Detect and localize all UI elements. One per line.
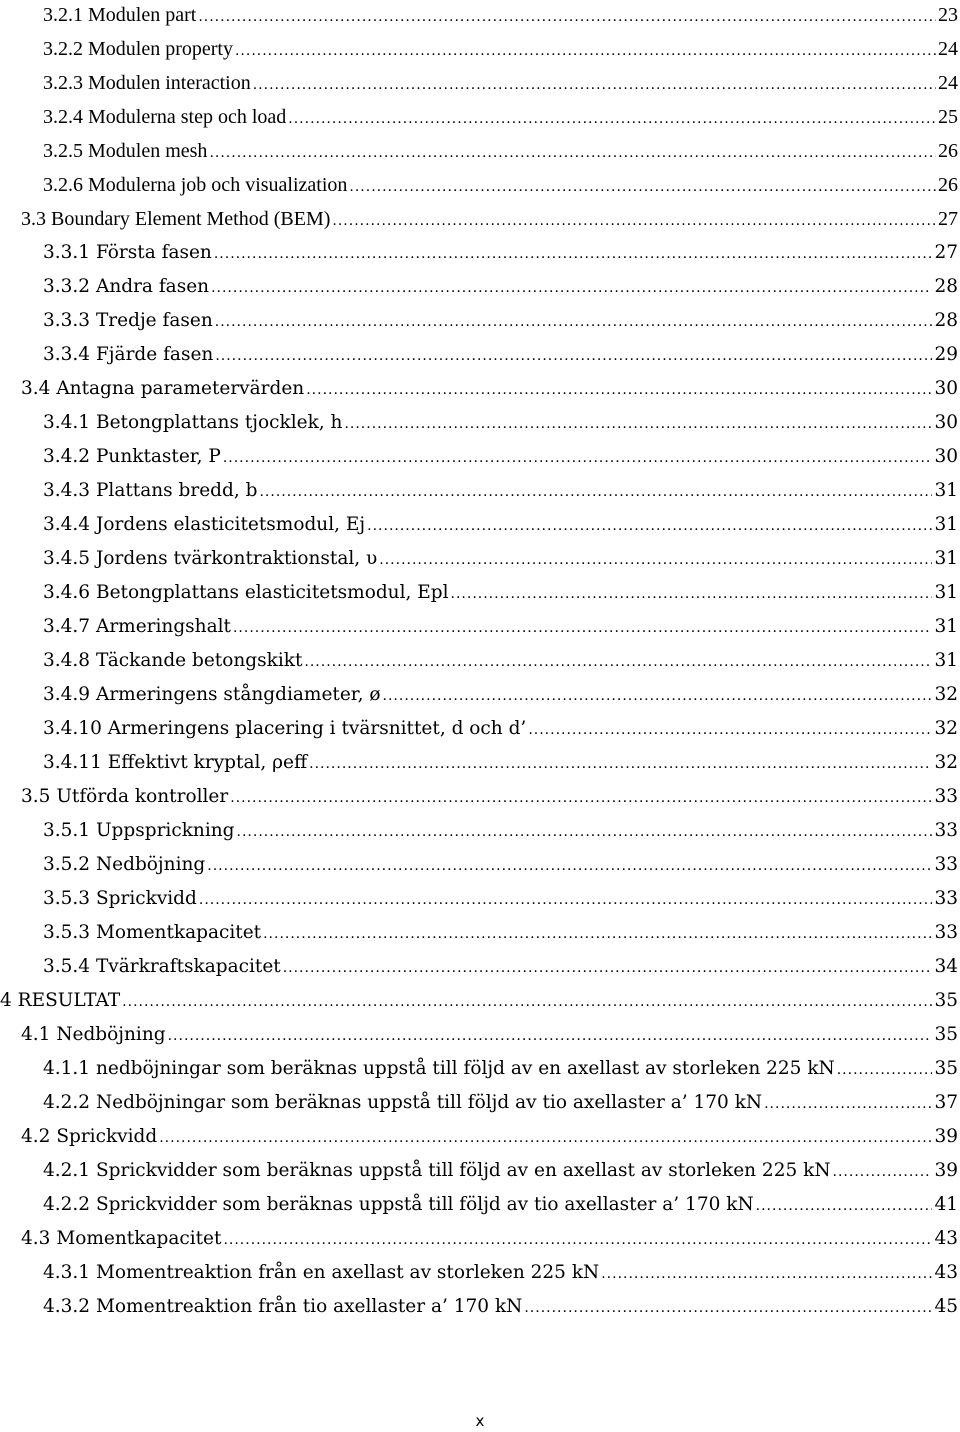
toc-number: 3.3.3 xyxy=(43,310,91,331)
toc-title: Armeringshalt xyxy=(95,616,231,637)
leader-dots xyxy=(230,783,932,812)
toc-page: 26 xyxy=(938,174,958,196)
leader-dots xyxy=(601,1259,932,1288)
toc-entry[interactable] xyxy=(43,1088,960,1118)
toc-entry[interactable] xyxy=(21,1020,960,1050)
toc-title: Jordens elasticitetsmodul, Ej xyxy=(95,514,366,535)
leader-dots xyxy=(451,579,933,608)
toc-entry[interactable] xyxy=(21,1122,960,1152)
toc-page: 35 xyxy=(934,1058,958,1079)
toc-number: 3.5.4 xyxy=(43,956,91,977)
toc-number: 3.5.2 xyxy=(43,854,91,875)
toc-entry[interactable] xyxy=(43,952,960,982)
toc-number: 3.5.3 xyxy=(43,888,91,909)
toc-number: 4.3 xyxy=(21,1228,51,1249)
toc-number: 4.1 xyxy=(21,1024,51,1045)
toc-number: 4.2.1 xyxy=(43,1160,91,1181)
toc-number: 3.4.1 xyxy=(43,412,91,433)
toc-number: 3.2.6 xyxy=(43,174,83,196)
toc-number: 3.4.10 xyxy=(43,718,102,739)
toc-number: 3.3.1 xyxy=(43,242,91,263)
leader-dots xyxy=(198,2,936,30)
toc-page: 43 xyxy=(934,1262,958,1283)
toc-title: Momentkapacitet xyxy=(56,1228,222,1249)
toc-title: Boundary Element Method (BEM) xyxy=(51,208,331,230)
toc-entry[interactable] xyxy=(43,680,960,710)
toc-title: Sprickvidder som beräknas uppstå till följd av tio axellaster a’ 170 kN xyxy=(95,1194,754,1215)
leader-dots xyxy=(756,1191,933,1220)
toc-entry[interactable] xyxy=(43,1156,960,1186)
toc-entry[interactable] xyxy=(21,782,960,812)
toc-page: 33 xyxy=(934,888,958,909)
toc-number: 3.4.4 xyxy=(43,514,91,535)
toc-page: 37 xyxy=(934,1092,958,1113)
leader-dots xyxy=(209,138,936,166)
leader-dots xyxy=(235,36,936,64)
toc-entry[interactable] xyxy=(43,340,960,370)
toc-entry[interactable] xyxy=(43,1054,960,1084)
toc-title: Nedböjning xyxy=(95,854,206,875)
toc-page: 29 xyxy=(934,344,958,365)
toc-entry[interactable] xyxy=(43,170,960,200)
toc-page: 31 xyxy=(934,480,958,501)
toc-entry[interactable] xyxy=(43,544,960,574)
toc-page: 33 xyxy=(934,820,958,841)
toc-number: 3.4.5 xyxy=(43,548,91,569)
toc-title: Sprickvidd xyxy=(56,1126,158,1147)
leader-dots xyxy=(349,172,936,200)
leader-dots xyxy=(207,851,932,880)
toc-number: 3.5.1 xyxy=(43,820,91,841)
leader-dots xyxy=(833,1157,933,1186)
toc-number: 3.2.1 xyxy=(43,4,83,26)
toc-number: 4.2 xyxy=(21,1126,51,1147)
toc-entry[interactable] xyxy=(43,476,960,506)
toc-page: 27 xyxy=(934,242,958,263)
toc-page: 31 xyxy=(934,650,958,671)
leader-dots xyxy=(332,206,936,234)
toc-number: 4.2.2 xyxy=(43,1194,91,1215)
toc-title: Täckande betongskikt xyxy=(95,650,303,671)
toc-number: 3.2.2 xyxy=(43,38,83,60)
leader-dots xyxy=(168,1021,933,1050)
leader-dots xyxy=(223,443,933,472)
toc-title: Utförda kontroller xyxy=(56,786,229,807)
toc-entry[interactable] xyxy=(43,272,960,302)
toc-title: Sprickvidd xyxy=(95,888,197,909)
leader-dots xyxy=(215,307,933,336)
toc-entry[interactable] xyxy=(0,986,960,1016)
toc-page: 32 xyxy=(934,718,958,739)
toc-title: Momentreaktion från tio axellaster a’ 170 kN xyxy=(95,1296,523,1317)
toc-title: Modulen part xyxy=(88,4,197,26)
toc-title: nedböjningar som beräknas uppstå till följd av en axellast av storleken 225 kN xyxy=(95,1058,835,1079)
toc-number: 3.4.6 xyxy=(43,582,91,603)
leader-dots xyxy=(288,104,936,132)
toc-title: Momentkapacitet xyxy=(95,922,262,943)
toc-number: 3.4.8 xyxy=(43,650,91,671)
toc-number: 3.4.11 xyxy=(43,752,102,773)
leader-dots xyxy=(122,987,932,1016)
leader-dots xyxy=(159,1123,932,1152)
leader-dots xyxy=(211,273,932,302)
toc-page: 45 xyxy=(934,1296,958,1317)
toc-entry[interactable] xyxy=(43,816,960,846)
toc-page: 31 xyxy=(934,548,958,569)
toc-title: Armeringens stångdiameter, ø xyxy=(95,684,381,705)
toc-title: Nedböjningar som beräknas uppstå till följd av tio axellaster a’ 170 kN xyxy=(95,1092,763,1113)
toc-title: Sprickvidder som beräknas uppstå till följd av en axellast av storleken 225 kN xyxy=(95,1160,831,1181)
toc-page: 31 xyxy=(934,514,958,535)
toc-entry[interactable] xyxy=(21,1224,960,1254)
toc-number: 3.2.4 xyxy=(43,106,83,128)
toc-title: Modulen mesh xyxy=(88,140,208,162)
toc-number: 4 xyxy=(0,990,12,1011)
toc-entry[interactable] xyxy=(43,1258,960,1288)
leader-dots xyxy=(259,477,932,506)
leader-dots xyxy=(306,375,932,404)
toc-entry[interactable] xyxy=(43,306,960,336)
toc-entry[interactable] xyxy=(43,68,960,98)
toc-number: 3.4.2 xyxy=(43,446,91,467)
leader-dots xyxy=(528,715,932,744)
toc-page: 31 xyxy=(934,616,958,637)
leader-dots xyxy=(304,647,932,676)
toc-title: Modulen interaction xyxy=(88,72,251,94)
toc-number: 3.5 xyxy=(21,786,51,807)
toc-number: 3.4.7 xyxy=(43,616,91,637)
toc-entry[interactable] xyxy=(43,578,960,608)
toc-number: 3.2.5 xyxy=(43,140,83,162)
toc-title: Modulerna job och visualization xyxy=(88,174,348,196)
toc-entry[interactable] xyxy=(43,612,960,642)
toc-entry[interactable] xyxy=(43,510,960,540)
toc-number: 3.4.9 xyxy=(43,684,91,705)
leader-dots xyxy=(223,1225,932,1254)
leader-dots xyxy=(524,1293,932,1322)
toc-page: 32 xyxy=(934,752,958,773)
toc-page: 30 xyxy=(934,378,958,399)
toc-title: Plattans bredd, b xyxy=(95,480,258,501)
toc-entry[interactable] xyxy=(43,850,960,880)
toc-number: 3.2.3 xyxy=(43,72,83,94)
toc-page: 33 xyxy=(934,786,958,807)
toc-number: 3.3.2 xyxy=(43,276,91,297)
toc-number: 4.2.2 xyxy=(43,1092,91,1113)
toc-title: Momentreaktion från en axellast av storleken 225 kN xyxy=(95,1262,600,1283)
leader-dots xyxy=(764,1089,932,1118)
toc-number: 4.3.2 xyxy=(43,1296,91,1317)
toc-number: 3.5.3 xyxy=(43,922,91,943)
toc-entry[interactable] xyxy=(43,136,960,166)
toc-page: 25 xyxy=(938,106,958,128)
toc-entry[interactable] xyxy=(21,204,960,234)
toc-title: Nedböjning xyxy=(56,1024,166,1045)
toc-page: 33 xyxy=(934,854,958,875)
toc-page: 24 xyxy=(938,38,958,60)
leader-dots xyxy=(367,511,932,540)
leader-dots xyxy=(309,749,932,778)
toc-page: 28 xyxy=(934,276,958,297)
toc-entry[interactable] xyxy=(43,0,960,30)
toc-title: Armeringens placering i tvärsnittet, d och d’ xyxy=(107,718,527,739)
toc-entry[interactable] xyxy=(43,1190,960,1220)
toc-entry[interactable] xyxy=(43,442,960,472)
toc-title: Effektivt kryptal, ρeff xyxy=(107,752,308,773)
toc-page: 39 xyxy=(934,1126,958,1147)
toc-title: Modulerna step och load xyxy=(88,106,287,128)
toc-entry[interactable] xyxy=(43,102,960,132)
leader-dots xyxy=(283,953,933,982)
toc-number: 4.3.1 xyxy=(43,1262,91,1283)
leader-dots xyxy=(383,681,933,710)
leader-dots xyxy=(237,817,933,846)
toc-page: 24 xyxy=(938,72,958,94)
toc-title: Betongplattans tjocklek, h xyxy=(95,412,343,433)
toc-title: RESULTAT xyxy=(17,990,121,1011)
leader-dots xyxy=(379,545,932,574)
leader-dots xyxy=(233,613,932,642)
toc-title: Andra fasen xyxy=(95,276,210,297)
toc-entry[interactable] xyxy=(43,918,960,948)
toc-title: Tvärkraftskapacitet xyxy=(95,956,281,977)
leader-dots xyxy=(253,70,936,98)
leader-dots xyxy=(837,1055,933,1084)
toc-page: 35 xyxy=(934,990,958,1011)
toc-entry[interactable] xyxy=(43,884,960,914)
toc-number: 3.3.4 xyxy=(43,344,91,365)
toc-page: 39 xyxy=(934,1160,958,1181)
toc-page: 35 xyxy=(934,1024,958,1045)
toc-number: 3.3 xyxy=(21,208,46,230)
toc-page: 41 xyxy=(934,1194,958,1215)
toc-number: 3.4 xyxy=(21,378,51,399)
page-footer-number: x xyxy=(475,1412,485,1430)
toc-entry[interactable] xyxy=(43,1292,960,1322)
toc-page: 28 xyxy=(934,310,958,331)
leader-dots xyxy=(199,885,933,914)
toc-entry[interactable] xyxy=(43,34,960,64)
toc-title: Tredje fasen xyxy=(95,310,213,331)
toc-title: Betongplattans elasticitetsmodul, Epl xyxy=(95,582,449,603)
toc-page: 34 xyxy=(934,956,958,977)
toc-page: 32 xyxy=(934,684,958,705)
toc-page: 23 xyxy=(938,4,958,26)
toc-title: Första fasen xyxy=(95,242,212,263)
toc-entry[interactable] xyxy=(43,408,960,438)
toc-title: Modulen property xyxy=(88,38,233,60)
toc-page: 30 xyxy=(934,412,958,433)
toc-page: 26 xyxy=(938,140,958,162)
toc-entry[interactable] xyxy=(43,748,960,778)
leader-dots xyxy=(215,341,932,370)
toc-entry[interactable] xyxy=(43,238,960,268)
toc-number: 4.1.1 xyxy=(43,1058,91,1079)
toc-page: 31 xyxy=(934,582,958,603)
toc-entry[interactable] xyxy=(43,646,960,676)
toc-number: 3.4.3 xyxy=(43,480,91,501)
toc-title: Antagna parametervärden xyxy=(56,378,305,399)
leader-dots xyxy=(214,239,933,268)
toc-page: 27 xyxy=(938,208,958,230)
leader-dots xyxy=(344,409,932,438)
toc-title: Uppsprickning xyxy=(95,820,235,841)
leader-dots xyxy=(263,919,932,948)
toc-entry[interactable] xyxy=(43,714,960,744)
toc-page: 43 xyxy=(934,1228,958,1249)
toc-page: 33 xyxy=(934,922,958,943)
toc-title: Punktaster, P xyxy=(95,446,221,467)
toc-title: Fjärde fasen xyxy=(95,344,214,365)
toc-entry[interactable] xyxy=(21,374,960,404)
toc-page: 30 xyxy=(934,446,958,467)
toc-title: Jordens tvärkontraktionstal, υ xyxy=(95,548,378,569)
